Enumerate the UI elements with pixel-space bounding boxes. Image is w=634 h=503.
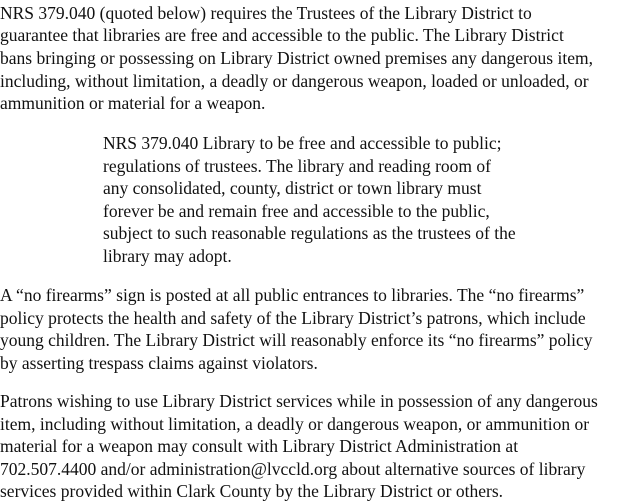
statute-quote-line: subject to such reasonable regulations as the trustees of the bbox=[103, 223, 516, 243]
paragraph-3-line: 702.507.4400 and/or administration@lvccld.org about alternative sources of library bbox=[0, 459, 586, 479]
paragraph-1-line: NRS 379.040 (quoted below) requires the Trustees of the Library District to bbox=[0, 3, 532, 23]
statute-quote-line: forever be and remain free and accessible to the public, bbox=[103, 201, 490, 221]
paragraph-2-line: policy protects the health and safety of the Library District’s patrons, which include bbox=[0, 308, 586, 328]
paragraph-3-line: services provided within Clark County by the Library District or others. bbox=[0, 481, 504, 501]
paragraph-1-line: ammunition or material for a weapon. bbox=[0, 93, 266, 113]
paragraph-2-line: A “no firearms” sign is posted at all public entrances to libraries. The “no firearms” bbox=[0, 285, 585, 305]
paragraph-1-line: guarantee that libraries are free and accessible to the public. The Library District bbox=[0, 25, 564, 45]
paragraph-1-line: including, without limitation, a deadly or dangerous weapon, loaded or unloaded, or bbox=[0, 71, 589, 91]
paragraph-3-line: material for a weapon may consult with Library District Administration at bbox=[0, 436, 519, 456]
statute-quote-line: regulations of trustees. The library and reading room of bbox=[103, 156, 491, 176]
paragraph-2-line: young children. The Library District will reasonably enforce its “no firearms” policy bbox=[0, 330, 593, 350]
statute-quote-line: library may adopt. bbox=[103, 246, 232, 266]
statute-quote-line: NRS 379.040 Library to be free and accessible to public; bbox=[103, 133, 502, 153]
paragraph-3-line: Patrons wishing to use Library District services while in possession of any dangerous bbox=[0, 391, 598, 411]
statute-quote-line: any consolidated, county, district or town library must bbox=[103, 178, 482, 198]
paragraph-2-line: by asserting trespass claims against violators. bbox=[0, 353, 318, 373]
paragraph-3-line: item, including without limitation, a deadly or dangerous weapon, or ammunition or bbox=[0, 414, 590, 434]
paragraph-1-line: bans bringing or possessing on Library District owned premises any dangerous item, bbox=[0, 48, 593, 68]
